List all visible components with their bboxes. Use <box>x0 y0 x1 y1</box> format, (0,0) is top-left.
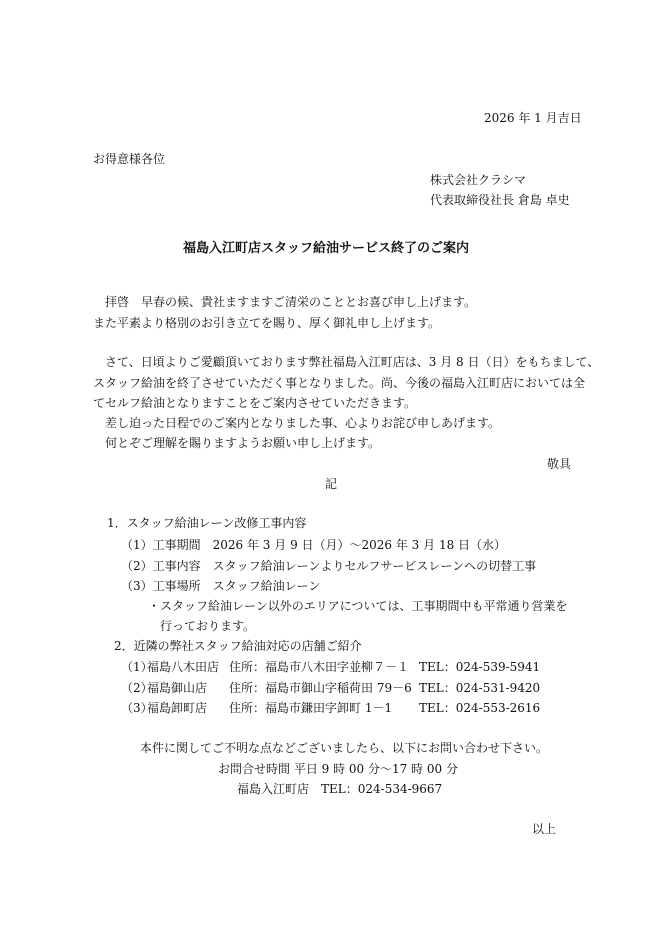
ki-marker: 記 <box>325 477 338 491</box>
store-number: （3） <box>121 701 153 715</box>
greeting-line-2: また平素より格別のお引き立てを賜り、厚く御礼申し上げます。 <box>93 316 441 330</box>
store-name: 福島御山店 <box>147 681 208 695</box>
section1-item-1: （1）工事期間 2026 年 3 月 9 日（月）～2026 年 3 月 18 日（水） <box>121 538 507 552</box>
body-line-1: さて、日頃よりご愛顧頂いております弊社福島入江町店は、3 月 8 日（日）をもちまして、 <box>93 355 600 369</box>
contact-hours: お問合せ時間 平日 9 時 00 分～17 時 00 分 <box>218 762 458 776</box>
section1-item-2: （2）工事内容 スタッフ給油レーンよりセルフサービスレーンへの切替工事 <box>121 559 537 573</box>
representative: 代表取締役社長 倉島 卓史 <box>430 193 570 207</box>
company-name: 株式会社クラシマ <box>430 173 527 187</box>
store-name: 福島卸町店 <box>147 701 208 715</box>
section1-item-3: （3）工事場所 スタッフ給油レーン <box>121 579 321 593</box>
store-tel: TEL：024-531-9420 <box>419 681 541 695</box>
recipient: お得意様各位 <box>93 152 166 166</box>
greeting-line-1: 拝啓 早春の候、貴社ますますご清栄のこととお喜び申し上げます。 <box>93 295 477 309</box>
section2-heading: 2．近隣の弊社スタッフ給油対応の店舗ご紹介 <box>114 639 362 653</box>
closing-keigu: 敬具 <box>547 457 572 471</box>
store-address: 住所：福島市御山字稲荷田 79－6 <box>229 681 412 695</box>
body-line-3: てセルフ給油となりますことをご案内させていただきます。 <box>93 396 417 410</box>
contact-store-tel: 福島入江町店 TEL：024-534-9667 <box>237 782 443 796</box>
contact-intro: 本件に関してご不明な点などございましたら、以下にお問い合わせ下さい。 <box>140 741 549 755</box>
page-title: 福島入江町店スタッフ給油サービス終了のご案内 <box>183 241 470 256</box>
store-number: （2） <box>121 681 153 695</box>
section1-heading: 1．スタッフ給油レーン改修工事内容 <box>107 516 307 530</box>
body-line-2: スタッフ給油を終了させていただく事となりました。尚、今後の福島入江町店においては全 <box>93 376 586 390</box>
section1-note-line-2: 行っております。 <box>160 619 256 633</box>
store-tel: TEL：024-553-2616 <box>419 701 541 715</box>
store-tel: TEL：024-539-5941 <box>419 660 541 674</box>
document-date: 2026 年 1 月吉日 <box>484 111 582 125</box>
store-address: 住所：福島市鎌田字卸町 1－1 <box>229 701 393 715</box>
end-ijou: 以上 <box>532 822 557 836</box>
store-number: （1） <box>121 660 153 674</box>
store-name: 福島八木田店 <box>147 660 220 674</box>
body-line-5: 何とぞご理解を賜りますようお願い申し上げます。 <box>93 436 381 450</box>
section1-note-line-1: ・スタッフ給油レーン以外のエリアについては、工事期間中も平常通り営業を <box>148 599 568 613</box>
store-address: 住所：福島市八木田字並柳７－１ <box>229 660 410 674</box>
body-line-4: 差し迫った日程でのご案内となりました事、心よりお詫び申しあげます。 <box>93 416 501 430</box>
